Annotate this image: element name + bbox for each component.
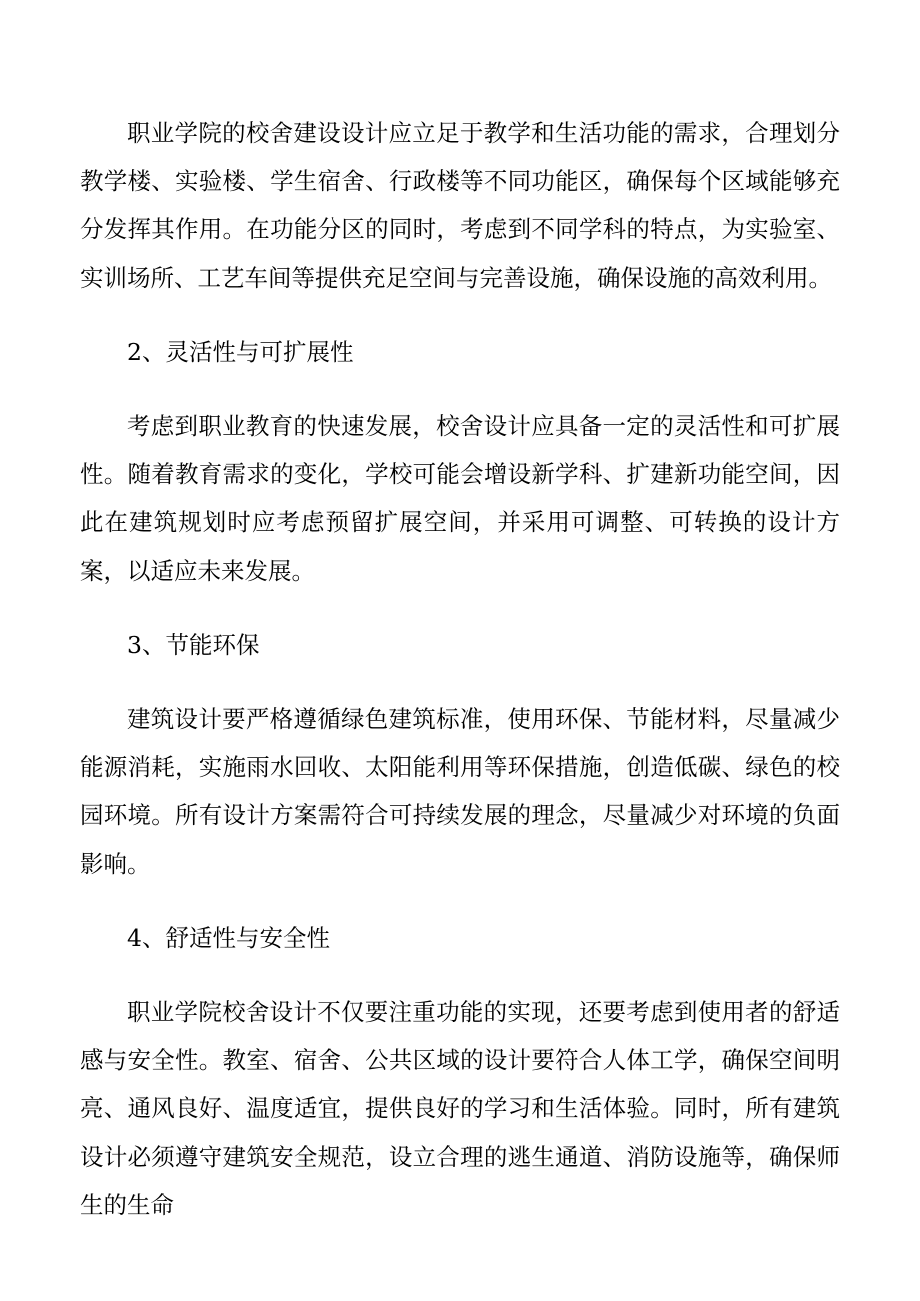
heading-flexibility: 2、灵活性与可扩展性 [127,337,354,366]
paragraph-energy-saving: 建筑设计要严格遵循绿色建筑标准，使用环保、节能材料，尽量减少能源消耗，实施雨水回收、太阳能利用等环保措施，创造低碳、绿色的校园环境。所有设计方案需符合可持续发展的理念，尽量减少对环境的负面影响。 [80,705,840,878]
spacer [80,302,840,328]
spacer [80,962,840,988]
spacer [80,595,840,621]
paragraph-function-zoning: 职业学院的校舍建设设计应立足于教学和生活功能的需求，合理划分教学楼、实验楼、学生宿舍、行政楼等不同功能区，确保每个区域能够充分发挥其作用。在功能分区的同时，考虑到不同学科的特点，为实验室、实训场所、工艺车间等提供充足空间与完善设施，确保设施的高效利用。 [80,119,840,292]
spacer [80,669,840,695]
spacer [80,376,840,402]
paragraph-comfort-safety: 职业学院校舍设计不仅要注重功能的实现，还要考虑到使用者的舒适感与安全性。教室、宿舍、公共区域的设计要符合人体工学，确保空间明亮、通风良好、温度适宜，提供良好的学习和生活体验。同时，所有建筑设计必须遵守建筑安全规范，设立合理的逃生通道、消防设施等，确保师生的生命 [80,998,840,1219]
spacer [80,888,840,914]
paragraph-flexibility: 考虑到职业教育的快速发展，校舍设计应具备一定的灵活性和可扩展性。随着教育需求的变化，学校可能会增设新学科、扩建新功能空间，因此在建筑规划时应考虑预留扩展空间，并采用可调整、可转换的设计方案，以适应未来发展。 [80,412,840,585]
heading-comfort-safety: 4、舒适性与安全性 [127,923,330,952]
heading-energy-saving: 3、节能环保 [127,630,260,659]
document-body [80,109,840,1229]
